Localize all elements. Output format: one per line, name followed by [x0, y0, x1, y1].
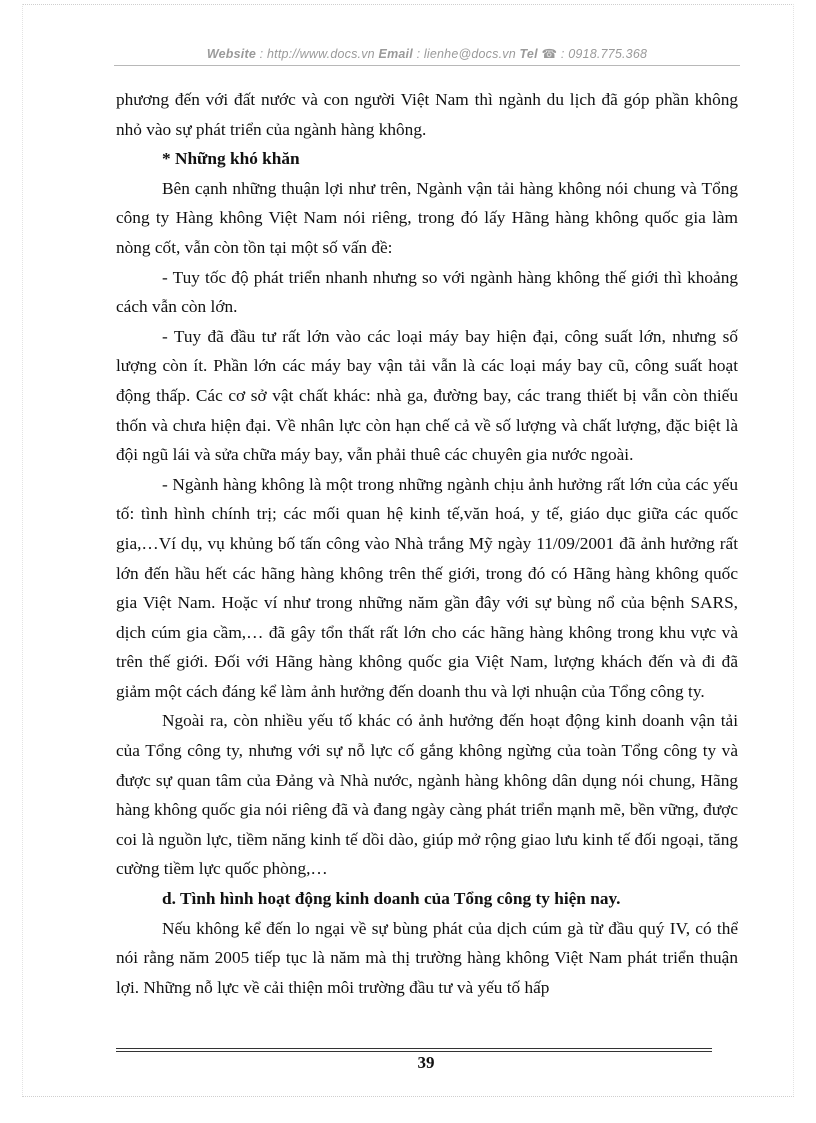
- paragraph-7: Nếu không kể đến lo ngại về sự bùng phát của dịch cúm gà từ đầu quý IV, có thể nói rằng năm 2005 tiếp tục là năm mà thị trường hàng không Việt Nam phát triển thuận lợi. Những nỗ lực về cải thiện môi trường đầu tư và yếu tố hấp: [116, 918, 738, 997]
- footer-divider-top: [116, 1048, 712, 1049]
- tel-value: : 0918.775.368: [560, 47, 648, 61]
- page-frame-right: [793, 4, 794, 1097]
- heading-difficulties: * Những khó khăn: [162, 149, 300, 169]
- heading-business-status: d. Tình hình hoạt động kinh doanh của Tổng công ty hiện nay.: [162, 889, 621, 909]
- paragraph-1: phương đến với đất nước và con người Việt Nam thì ngành du lịch đã góp phần không nhỏ vào sự phát triển của ngành hàng không.: [116, 90, 738, 139]
- email-link[interactable]: : lienhe@docs.vn: [416, 47, 516, 61]
- document-body: [116, 85, 738, 1002]
- paragraph-3: - Tuy tốc độ phát triển nhanh nhưng so với ngành hàng không thế giới thì khoảng cách vẫn còn lớn.: [116, 267, 738, 317]
- tel-label: Tel: [519, 47, 538, 61]
- paragraph-6: Ngoài ra, còn nhiều yếu tố khác có ảnh hưởng đến hoạt động kinh doanh vận tải của Tổng công ty, nhưng với sự nỗ lực cố gắng không ngừng của toàn Tổng công ty và được sự quan tâm của Đảng và Nhà nước, ngành hàng không dân dụng nói chung, Hãng hàng không quốc gia nói riêng đã và đang ngày càng phát triển mạnh mẽ, bền vững, được coi là nguồn lực, tiềm năng kinh tế dồi dào, giúp mở rộng giao lưu kinh tế đối ngoại, tăng cường tiềm lực quốc phòng,…: [116, 711, 738, 879]
- page-number: 39: [417, 1053, 435, 1072]
- page-header: [114, 46, 740, 61]
- website-link[interactable]: : http://www.docs.vn: [259, 47, 375, 61]
- email-label: Email: [378, 47, 413, 61]
- paragraph-4: - Tuy đã đầu tư rất lớn vào các loại máy bay hiện đại, công suất lớn, nhưng số lượng còn ít. Phần lớn các máy bay vận tải vẫn là các loại máy bay cũ, công suất hoạt động thấp. Các cơ sở vật chất khác: nhà ga, đường bay, các trang thiết bị vẫn còn thiếu thốn và chưa hiện đại. Về nhân lực còn hạn chế cả về số lượng và chất lượng, đặc biệt là đội ngũ lái và sửa chữa máy bay, vẫn phải thuê các chuyên gia nước ngoài.: [116, 326, 738, 465]
- paragraph-5: - Ngành hàng không là một trong những ngành chịu ảnh hưởng rất lớn của các yếu tố: tình hình chính trị; các mối quan hệ kinh tế,văn hoá, y tế, giáo dục giữa các quốc gia,…Ví dụ, vụ khủng bố tấn công vào Nhà trắng Mỹ ngày 11/09/2001 đã ảnh hưởng rất lớn đến hầu hết các hãng hàng không trên thế giới, trong đó có Hãng hàng không quốc gia Việt Nam. Hoặc ví như trong những năm gần đây với sự bùng nổ của bệnh SARS, dịch cúm gia cầm,… đã gây tổn thất rất lớn cho các hãng hàng không trong khu vực và trên thế giới. Đối với Hãng hàng không quốc gia Việt Nam, lượng khách đến và đi đã giảm một cách đáng kể làm ảnh hưởng đến doanh thu và lợi nhuận của Tổng công ty.: [116, 474, 738, 701]
- website-label: Website: [206, 47, 256, 61]
- page-frame-left: [22, 4, 23, 1097]
- footer-divider-bottom: [116, 1051, 712, 1052]
- paragraph-2: Bên cạnh những thuận lợi như trên, Ngành vận tải hàng không nói chung và Tổng công ty Hàng không Việt Nam nói riêng, trong đó lấy Hãng hàng không quốc gia làm nòng cốt, vẫn còn tồn tại một số vấn đề:: [116, 178, 738, 257]
- page-frame-bottom: [22, 1096, 794, 1097]
- phone-icon: ☎: [541, 47, 558, 61]
- page-frame-top: [22, 4, 794, 5]
- header-divider: [114, 65, 740, 66]
